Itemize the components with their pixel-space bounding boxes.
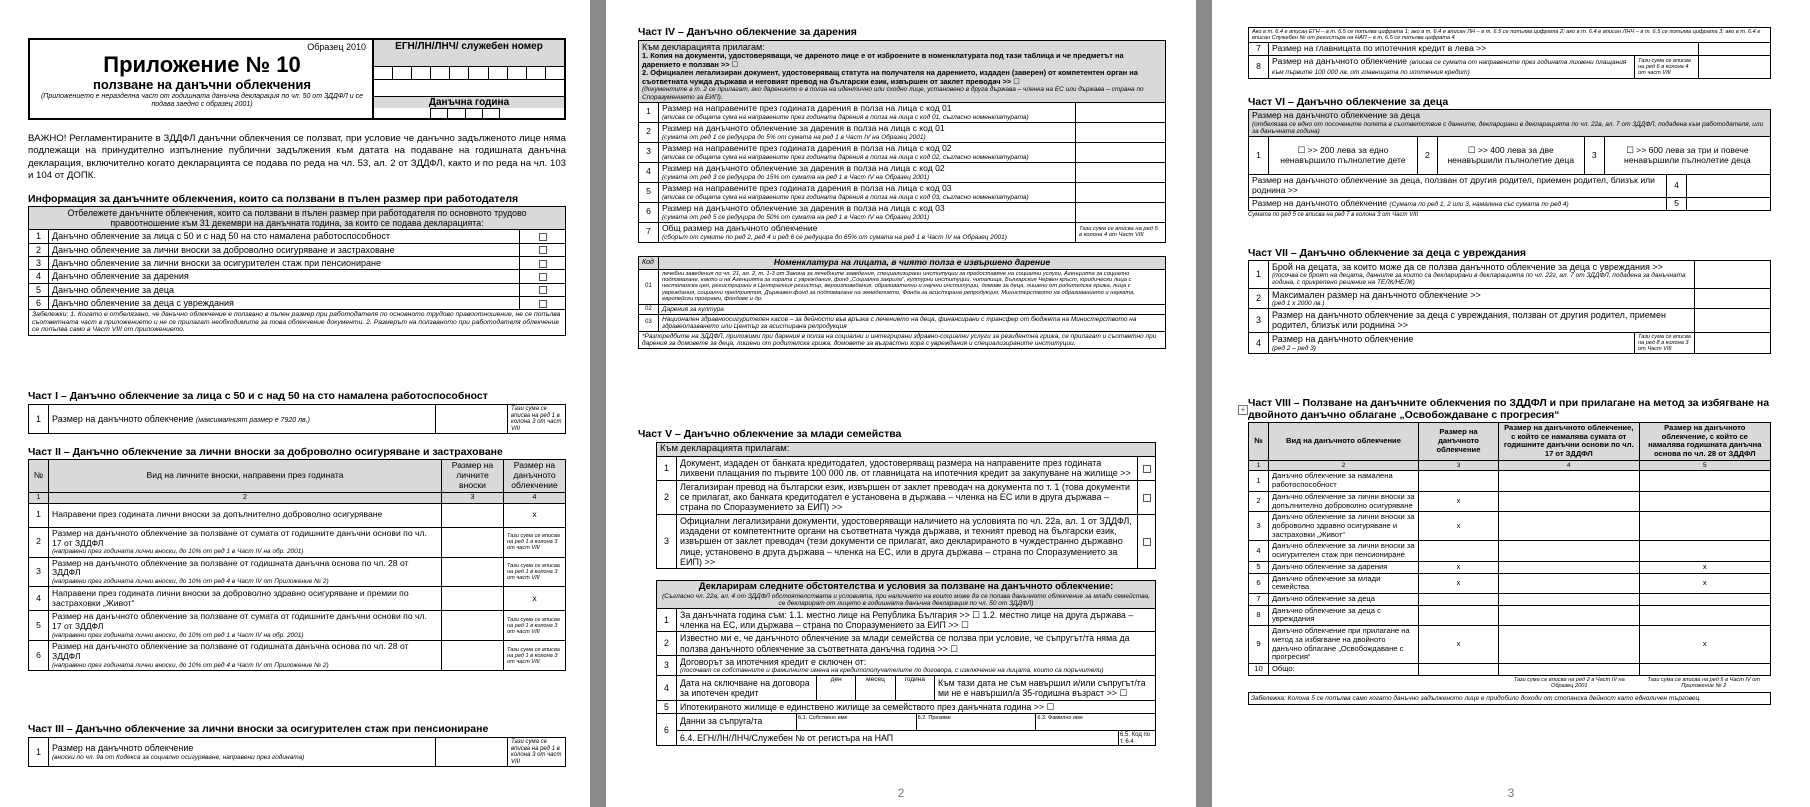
info-row: 2 Данъчно облекчение за лични вноски за доброволно осигуряване и застраховане [29, 243, 566, 256]
page-2 [606, 0, 1196, 807]
p8-note: Забележка: Колона 5 се попълва само когато данъчно задълженото лице е придобило доходи от стопанска дейност като едноличен търговец. [1248, 692, 1771, 705]
loan-row: 7 Размер на главницата по ипотечния кредит в лева >> [1249, 43, 1771, 56]
part1-value[interactable] [436, 405, 508, 434]
part2-table: № Вид на личните вноски, направени през годината Размер на личните вноски Размер на данъчното облекчение 1 2 3 4 1 Направени през годината лични вноски за допълнително доброволно осигуряване x 2 Размер на данъчното облекчение за ползване от сумата от годишните данъчни основи по чл. 17 от ЗДДФЛ (направени през годината лични вноски, до 10% от ред 1 в Част IV на обр. 2001) Тази сума се вписва на ред 1 в колона 3 от част VIII 3 Размер на данъчното облекчение за ползване от годишната данъчна основа по чл. 28 от ЗДДФЛ (направени през годината лични вноски, до 10% от ред 4 в Част IV от Приложение № 2) Тази сума се вписва на ред 1 в колона 3 от част VIII 4 Направени през годината лични вноски за доброволно здравно осигуряване и премии по застраховки „Живот“ x 5 Размер на данъчното облекчение за ползване от сумата от годишните данъчни основи по чл. 17 от ЗДДФЛ (направени през годината лични вноски, до 10% от ред 1 в Част IV на обр. 2001) Тази сума се вписва на ред 1 в колона 3 от част VIII 6 Размер на данъчното облекчение за ползване от годишната данъчна основа по чл. 28 от ЗДДФЛ (направени през годината лични вноски, до 10% от ред 4 в Част IV от Приложение № 2) Тази сума се вписва на ред 1 в колона 3 от част VIII [28, 459, 566, 671]
part2-cell[interactable] [442, 611, 504, 641]
summary-row: 10 Общо: [1249, 664, 1771, 676]
part1-table: 1 Размер на данъчното облекчение (максималният размер е 7920 лв.) Тази сума се вписва на ред 1 в колона 3 от част VIII [28, 404, 566, 434]
spouse-last-name[interactable]: 6.3. Фамилно име [1037, 715, 1083, 722]
disability-row: 4 Размер на данъчното облекчение (ред 2 – ред 3) Тази сума се вписва на ред 8 в колона 3 от Част VIII [1249, 332, 1771, 353]
disability-row: 3 Размер на данъчното облекчение за деца с увреждания, ползван от другия родител, приемен родител, близък или роднина >> [1249, 309, 1771, 333]
day-field[interactable]: ден [817, 676, 856, 700]
part2-cell[interactable] [442, 587, 504, 611]
page-3 [1212, 0, 1810, 807]
info-header: Отбележете данъчните облекчения, които са ползвани в пълен размер при работодателя по основното трудово правоотношение към 31 декември на данъчната година, за които се подава декларацията: [29, 207, 566, 230]
donation-row: 7 Общ размер на данъчното облекчение (сборът от сумите по ред 2, ред 4 и ред 6 се редуцира до 65% от сумата на ред 1 в Част IV на Образец 2001) Тази сума се вписва на ред 5 в колона 4 от Част VIII [639, 222, 1166, 242]
other-parent-value[interactable] [1687, 175, 1771, 198]
attach-row: 3 Официални легализирани документи, удостоверяващи наличието на условията по чл. 22а, ал. 1 от ЗДДФЛ, издадени от компетентните органи на съответната чужда държава, и техният превод на български език, извършен от заклет преводач (тези документи се прилагат, ако декларираното в чуждестранно държавно лице, установено в друга държава – членка на ЕС, или в друга държава – страна по Споразумението за ЕИП) >> [657, 514, 1156, 569]
info-row: 5 Данъчно облекчение за деца [29, 283, 566, 296]
donation-row: 1 Размер на направените през годината дарения в полза на лица с код 01 (вписва се общата сума на направените през годината дарения в полза на лица с код 01, съгласно номенклатурата) [639, 102, 1166, 122]
disability-cell[interactable] [1695, 309, 1771, 333]
row8-value[interactable] [1699, 56, 1771, 79]
part7-table [1248, 260, 1771, 354]
info-checkbox[interactable] [539, 246, 547, 254]
info-checkbox[interactable] [539, 300, 547, 308]
info-table [28, 206, 566, 336]
id-label: ЕГН/ЛН/ЛНЧ/ служебен номер [374, 40, 564, 66]
part3-table: 1 Размер на данъчното облекчение (вноски по чл. 9а от Кодекса за социално осигуряване, направени през годината) Тази сума се вписва на ред 1 в колона 3 от част VIII [28, 737, 566, 767]
part2-row: 4 Направени през годината лични вноски за доброволно здравно осигуряване и премии по застраховки „Живот“ x [29, 587, 566, 611]
part2-row: 6 Размер на данъчното облекчение за ползване от годишната данъчна основа по чл. 28 от ЗДДФЛ (направени през годината лични вноски, до 10% от ред 4 в Част IV от Приложение № 2) Тази сума се вписва на ред 1 в колона 3 от част VIII [29, 641, 566, 671]
summary-row: 8 Данъчно облекчение за деца с увреждания [1249, 605, 1771, 625]
page-1 [0, 0, 590, 807]
info-checkbox[interactable] [539, 233, 547, 241]
child-option-1[interactable]: ☐ >> 200 лева за едно ненавършило пълнолетие дете [1269, 137, 1418, 175]
p8-sum4-note: Тази сума се вписва на ред 2 в Част IV на Образец 2001 [1513, 676, 1625, 690]
loan-row: 8 Размер на данъчното облекчение (вписва се сумата от направените през годината лихвени плащания към първите 100 000 лв. от главницата по ипотечния кредит) Тази сума се вписва на ред 6 в колона 4 от част VIII [1249, 56, 1771, 79]
disability-row: 1 Брой на децата, за които може да се ползва данъчното облекчение за деца с увреждания >> (посочва се броят на децата, данните за които са декларирани в декларацията по чл. 22г, ал. 7 от ЗДДФЛ, подадена за данъчната година, с прикрепено решение на ТЕЛК/НЕЛК) [1249, 261, 1771, 289]
donation-row: 6 Размер на данъчното облекчение за дарения в полза на лица с код 03 (сумата от ред 5 се редуцира до 50% от сумата на ред 1 в Част IV на Образец 2001) [639, 202, 1166, 222]
child-option-3[interactable]: ☐ >> 600 лева за три и повече ненавършили пълнолетие деца [1604, 137, 1770, 175]
donation-row: 4 Размер на данъчното облекчение за дарения в полза на лица с код 02 (сумата от ред 3 се редуцира до 15% от сумата на ред 1 в Част IV на Образец 2001) [639, 162, 1166, 182]
declare-row: 4 Дата на сключване на договора за ипотечен кредит ден месец година Към тази дата не съм навършил и/или съпругът/та ми не е навършил/а 35-годишна възраст >> ☐ [657, 675, 1156, 700]
donation-cell[interactable] [1076, 202, 1166, 222]
donation-cell[interactable] [1076, 162, 1166, 182]
important-notice: ВАЖНО! Регламентираните в ЗДДФЛ данъчни облекчения се ползват, при условие че данъчно задълженото лице няма подлежащи на принудително изпълнение публични задължения към датата на подаване на годишната данъчна декларация, включително когато декларацията се подава по реда на чл. 53, ал. 2 от ЗДДФЛ, както и по реда на чл. 103 и 104 от ДОПК. [28, 133, 566, 182]
declare-row: 2 Известно ми е, че данъчното облекчение за млади семейства се ползва при условие, че съпругът/та няма да ползва данъчното облекчение за съответната данъчна година >> ☐ [657, 632, 1156, 655]
page-number: 2 [897, 786, 905, 801]
donation-row: 2 Размер на данъчното облекчение за дарения в полза на лица с код 01 (сумата от ред 1 се редуцира до 5% от сумата на ред 1 в Част IV на Образец 2001) [639, 122, 1166, 142]
sample-label: Образец 2010 [307, 42, 366, 52]
part3-title: Част III – Данъчно облекчение за лични вноски за осигурителен стаж при пенсиониране [28, 723, 489, 735]
child-relief-value[interactable] [1687, 197, 1771, 210]
form-header [28, 38, 566, 120]
declare-row: 5 Ипотекираното жилище е единствено жилище за семейството през данъчната година >> ☐ [657, 701, 1156, 714]
part2-row: 3 Размер на данъчното облекчение за ползване от годишната данъчна основа по чл. 28 от ЗДДФЛ (направени през годината лични вноски, до 10% от ред 4 в Част IV от Приложение № 2) Тази сума се вписва на ред 1 в колона 3 от част VIII [29, 557, 566, 587]
part6-title: Част VI – Данъчно облекчение за деца [1248, 96, 1449, 108]
year-label: Данъчна година [374, 96, 564, 108]
summary-row: 4 Данъчно облекчение за лични вноски за осигурителен стаж при пенсиониране [1249, 541, 1771, 561]
part1-label: Размер на данъчното облекчение [52, 413, 194, 424]
attach-checkbox[interactable] [1143, 538, 1151, 546]
part2-row: 2 Размер на данъчното облекчение за ползване от сумата от годишните данъчни основи по чл. 17 от ЗДДФЛ (направени през годината лични вноски, до 10% от ред 1 в Част IV на обр. 2001) Тази сума се вписва на ред 1 в колона 3 от част VIII [29, 527, 566, 557]
summary-row: 6 Данъчно облекчение за млади семейства x x [1249, 573, 1771, 593]
summary-row: 5 Данъчно облекчение за дарения x x [1249, 561, 1771, 573]
part5-title: Част V – Данъчно облекчение за млади семейства [638, 428, 902, 440]
part2-cell[interactable] [442, 527, 504, 557]
spouse-middle-name[interactable]: 6.2. Презиме [917, 714, 1037, 730]
part2-cell[interactable] [442, 641, 504, 671]
part2-row: 5 Размер на данъчното облекчение за ползване от сумата от годишните данъчни основи по чл. 17 от ЗДДФЛ (направени през годината лични вноски, до 10% от ред 1 в Част IV на обр. 2001) Тази сума се вписва на ред 1 в колона 3 от част VIII [29, 611, 566, 641]
info-notes: Забележки: 1. Когато е отбелязано, че данъчно облекчение е ползвано в пълен размер при работодателя по основното трудово правоотношение, не се попълва съответната част в приложението и не се прилагат необходимите за това облекчение документи. 2. Размерът на ползваното при работодателя облекчение се попълва само в Част VIII от приложението. [29, 310, 566, 335]
info-row: 1 Данъчно облекчение за лица с 50 и с над 50 на сто намалена работоспособност [29, 230, 566, 243]
part7-title: Част VII – Данъчно облекчение за деца с увреждания [1248, 247, 1527, 259]
summary-row: 3 Данъчно облекчение за лични вноски за доброволно здравно осигуряване и застраховки „Живот“ x [1249, 512, 1771, 541]
info-checkbox[interactable] [539, 273, 547, 281]
month-field[interactable]: месец [856, 676, 895, 700]
info-row: 6 Данъчно облекчение за деца с увреждания [29, 296, 566, 309]
id-input[interactable] [374, 66, 564, 80]
declare-row: 3 Договорът за ипотечния кредит е сключен от: (посочват се собствените и фамилните имена на кредитополучателите по договора, с изключение на лицата, които са поръчители) [657, 655, 1156, 675]
move-handle-icon[interactable]: + [1238, 405, 1248, 415]
info-row: 3 Данъчно облекчение за лични вноски за осигурителен стаж при пенсиониране [29, 256, 566, 269]
part4-title: Част IV – Данъчно облекчение за дарения [638, 26, 857, 38]
donation-row: 3 Размер на направените през годината дарения в полза на лица с код 02 (вписва се общата сума на направените през годината дарения в полза на лица с код 02, съгласно номенклатурата) [639, 142, 1166, 162]
info-checkbox[interactable] [539, 260, 547, 268]
donation-cell[interactable] [1076, 102, 1166, 122]
part6-table: Размер на данъчното облекчение за деца (отбелязва се едно от посочените полета в съответствие с данните, декларирани в декларацията по чл. 22в, ал. 7 от ЗДДФЛ, подадена към работодателя, или за данъчната година) 1 ☐ >> 200 лева за едно ненавършило пълнолетие дете 2 ☐ >> 400 лева за две ненавършили пълнолетие деца 3 ☐ >> 600 лева за три и повече ненавършили пълнолетие деца Размер на данъчното облекчение за деца, ползван от другия родител, приемен родител, близък или роднина >> 4 Размер на данъчното облекчение (Сумата по ред 1, 2 или 3, намалена със сумата по ред 4) 5 Сумата по ред 5 се вписва на ред 7 в колона 3 от Част VIII [1248, 109, 1771, 218]
p8-sum5-note: Тази сума се вписва на ред 5 в Част IV от Приложение № 2 [1647, 676, 1761, 690]
part1-title: Част I – Данъчно облекчение за лица с 50 и с над 50 на сто намалена работоспособност [28, 390, 488, 402]
part2-cell[interactable] [442, 557, 504, 587]
part4-table: Към декларацията прилагам: 1. Копия на документи, удостоверяващи, че дареното лице е от изброените в номенклатурата под тази таблица и че предметът на дарението е ползван >> ☐ 2. Официален легализиран документ, удостоверяващ статута на получателя на дарението, издаден (заверен) от компетентен орган на съответната чужда държава и неговият превод на български език, извършен от заклет преводач >> ☐ (документите в т. 2 се прилагат, ако дарението е в полза на идентично или сходно лице, установено в друга държава – членка на ЕС или държава – страна по Споразумението за ЕИП). 1 Размер на направените през годината дарения в полза на лица с код 01 (вписва се общата сума на направените през годината дарения в полза на лица с код 01, съгласно номенклатурата) 2 Размер на данъчното облекчение за дарения в полза на лица с код 01 (сумата от ред 1 се редуцира до 5% от сумата на ред 1 в Част IV на Образец 2001) 3 Размер на направените през годината дарения в полза на лица с код 02 (вписва се общата сума на направените през годината дарения в полза на лица с код 02, съгласно номенклатурата) 4 Размер на данъчното облекчение за дарения в полза на лица с код 02 (сумата от ред 3 се редуцира до 15% от сумата на ред 1 в Част IV на Образец 2001) 5 Размер на направените през годината дарения в полза на лица с код 03 (вписва се общата сума на направените през годината дарения в полза на лица с код 03, съгласно номенклатурата) 6 Размер на данъчното облекчение за дарения в полза на лица с код 03 (сумата от ред 5 се редуцира до 50% от сумата на ред 1 в Част IV на Образец 2001) 7 Общ размер на данъчното облекчение (сборът от сумите по ред 2, ред 4 и ред 6 се редуцира до 65% от сумата на ред 1 в Част IV на Образец 2001) Тази сума се вписва на ред 5 в колона 4 от Част VIII [638, 40, 1166, 243]
part2-title: Част II – Данъчно облекчение за лични вноски за доброволно осигуряване и застраховане [28, 446, 503, 458]
page-number: 3 [1507, 786, 1515, 801]
summary-row: 7 Данъчно облекчение за деца [1249, 593, 1771, 605]
form-title: Приложение № 10 [103, 52, 301, 77]
part5-declare-table: Декларирам следните обстоятелства и условия за ползване на данъчното облекчение: (Съгласно чл. 22а, ал. 4 от ЗДДФЛ обстоятелствата и условията, при наличието на които може да се ползва данъчното облекчение за млади семейства, се декларират от лицето в годишната данъчна декларация по чл. 50 от ЗДДФЛ) 1 За данъчната година съм: 1.1. местно лице на Република България >> ☐ 1.2. местно лице на друга държава – членка на ЕС, или държава – страна по Споразумението за ЕИП >> ☐ 2 Известно ми е, че данъчното облекчение за млади семейства се ползва при условие, че съпругът/та няма да ползва данъчното облекчение за съответната данъчна година >> ☐ 3 Договорът за ипотечния кредит е сключен от: (посочват се собствените и фамилните имена на кредитополучателите по договора, с изключение на лицата, които са поръчители) 4 Дата на сключване на договора за ипотечен кредит ден месец година Към тази дата не съм навършил и/или съпругът/та ми не е навършил/а 35-годишна възраст >> ☐ 5 Ипотекираното жилище е единствено жилище за семейството през данъчната година >> ☐ 6 Данни за съпруга/та 6.1. Собствено име 6.2. Презиме 6.3. Фамилно име 6.4. ЕГН/ЛН/ЛНЧ/Служебен № от регистъра на НАП 6.5. Код по т. 6.4 [656, 580, 1156, 746]
donation-cell[interactable] [1076, 142, 1166, 162]
info-section-title: Информация за данъчните облекчения, които са ползвани в пълен размер при работодателя [28, 193, 519, 205]
disability-cell[interactable] [1695, 288, 1771, 308]
summary-row: 1 Данъчно облекчение за намалена работоспособност [1249, 471, 1771, 491]
spouse-first-name[interactable]: 6.1. Собствено име [797, 714, 917, 730]
child-option-2[interactable]: ☐ >> 400 лева за две ненавършили пълнолетие деца [1437, 137, 1584, 175]
form-subtitle: ползване на данъчни облекчения [93, 77, 311, 92]
info-row: 4 Данъчно облекчение за дарения [29, 270, 566, 283]
year-field[interactable]: година [904, 675, 925, 683]
info-checkbox[interactable] [539, 286, 547, 294]
disability-row: 2 Максимален размер на данъчното облекчение >> (ред 1 x 2000 лв.) [1249, 288, 1771, 308]
declare-row: 6 Данни за съпруга/та 6.1. Собствено име 6.2. Презиме 6.3. Фамилно име 6.4. ЕГН/ЛН/ЛНЧ/Служебен № от регистъра на НАП 6.5. Код по т. 6.4 [657, 714, 1156, 746]
disability-cell[interactable] [1695, 261, 1771, 289]
part3-value[interactable] [436, 738, 508, 767]
part5-attach-table: Към декларацията прилагам: 1 Документ, издаден от банката кредитодател, удостоверяващ размера на направените през годината лихвени плащания по първите 100 000 лв. от главницата на ипотечния кредит за закупуване на жилище >> 2 Легализиран превод на български език, извършен от заклет преводач на документа по т. 1 (това документи се прилагат, ако банката кредитодател е установена в държава – членка на ЕС или в друга държава – страна по Споразумението за ЕИП) >> 3 Официални легализирани документи, удостоверяващи наличието на условията по чл. 22а, ал. 1 от ЗДДФЛ, издадени от компетентните органи на съответната чужда държава, и техният превод на български език, извършен от заклет преводач (тези документи се прилагат, ако декларираното в чуждестранно държавно лице, установено в друга държава – членка на ЕС, или в друга държава – страна по Споразумението за ЕИП) >> [656, 442, 1156, 569]
attach-row: 1 Документ, издаден от банката кредитодател, удостоверяващ размера на направените през годината лихвени плащания по първите 100 000 лв. от главницата на ипотечния кредит за закупуване на жилище >> [657, 456, 1156, 480]
disability-cell[interactable] [1695, 332, 1771, 353]
attach-checkbox[interactable] [1143, 494, 1151, 502]
summary-row: 2 Данъчно облекчение за лични вноски за допълнително доброволно осигуряване x [1249, 491, 1771, 511]
part8-table: № Вид на данъчното облекчение Размер на данъчното облекчение Размер на данъчното облекчение, с който се намалява сумата от годишните данъчни основи по чл. 17 от ЗДДФЛ Размер на данъчното облекчение, с който се намалява годишната данъчна основа по чл. 28 от ЗДДФЛ 1 2 3 4 5 1 Данъчно облекчение за намалена работоспособност 2 Данъчно облекчение за лични вноски за допълнително доброволно осигуряване x 3 Данъчно облекчение за лични вноски за доброволно здравно осигуряване и застраховки „Живот“ x 4 Данъчно облекчение за лични вноски за осигурителен стаж при пенсиониране 5 Данъчно облекчение за дарения x x 6 Данъчно облекчение за млади семейства x x 7 Данъчно облекчение за деца 8 Данъчно облекчение за деца с увреждания 9 Данъчно облекчение при прилагане на метод за избягване на двойното данъчно облагане „Освобождаване с прогресия“ x x 10 Общо: Тази сума се вписва на ред 2 в Част IV на Образец 2001 Тази сума се вписва на ред 5 в Част IV от Приложение № 2 Забележка: Колона 5 се попълва само когато данъчно задълженото лице е придобило доходи от стопанска дейност като едноличен търговец. [1248, 422, 1771, 705]
part8-title: Част VIII – Ползване на данъчните облекчения по ЗДДФЛ и при прилагане на метод за избягване на двойното данъчно облагане „Освобождаване с прогресия“ [1248, 397, 1770, 422]
nomenclature-table: Код Номенклатура на лицата, в чиято полза е извършено дарение 01 лечебни заведения по чл. 21, ал. 2, т. 1-3 от Закона за лечебните заведения, специализирани институции за предоставяне на социални услуги, Агенцията за социално подпомагане, както и на Агенцията за хората с увреждания, фонд „Социална закрила“, културни институции, читалища, Българския Червен кръст, юридически лица с нестопанска цел, регистрирани в Централния регистър, вероизповедания, образователни и научни институции, домове за деца, лишени от родителска грижа, лица с увреждания, социални предприятия, Държавен фонд за подпомагане на земеделието, Фонда за асистирана репродукция, Министерството на образованието и науката, европейски програми, фондове и др. 02 Дарения за култура 03 Национален здравноосигурителен касов – за дейности във връзка с лечението на деца, финансирани с трансфер от бюджета на Министерството на здравеопазването или Център за асистирана репродукция *Разпоредбите на ЗДДФЛ, приложими при дарения в полза на социални и интегрирани здравно-социални услуги за резидентна грижа, се прилагат и съответно при дарения за домовете за деца, лишени от родителска грижа, домовете за възрастни хора с увреждания и специализираните институции. [638, 256, 1166, 349]
part5-continued: Ако в т. 6.4 е вписан ЕГН – в т. 6.5 се попълва цифрата 1; ако в т. 6.4 е вписан ЛН – в т. 6.5 се попълва цифрата 2; ако в т. 6.4 е вписан ЛНЧ – в т. 6.5 се попълва цифрата 3; ако в т. 6.4 е вписан Служебен № от регистъра на НАП – в т. 6.5 се попълва цифрата 4 7 Размер на главницата по ипотечния кредит в лева >> 8 Размер на данъчното облекчение (вписва се сумата от направените през годината лихвени плащания към първите 100 000 лв. от главницата по ипотечния кредит) Тази сума се вписва на ред 6 в колона 4 от част VIII [1248, 27, 1771, 79]
attach-row: 2 Легализиран превод на български език, извършен от заклет преводач на документа по т. 1 (това документи се прилагат, ако банката кредитодател е установена в държава – членка на ЕС или в друга държава – страна по Споразумението за ЕИП) >> [657, 480, 1156, 514]
year-input[interactable] [430, 108, 500, 118]
donation-row: 5 Размер на направените през годината дарения в полза на лица с код 03 (вписва се общата сума на направените през годината дарения в полза на лица с код 03, съгласно номенклатурата) [639, 182, 1166, 202]
donation-cell[interactable] [1076, 182, 1166, 202]
principal-input[interactable] [1699, 43, 1771, 56]
declare-row: 1 За данъчната година съм: 1.1. местно лице на Република България >> ☐ 1.2. местно лице на друга държава – членка на ЕС, или държава – страна по Споразумението за ЕИП >> ☐ [657, 609, 1156, 632]
donation-cell[interactable] [1076, 122, 1166, 142]
attach-checkbox[interactable] [1143, 465, 1151, 473]
part2-cell[interactable] [442, 503, 504, 527]
form-subnote: (Приложението е неразделна част от годишната данъчна декларация по чл. 50 от ЗДДФЛ и се подава заедно с образец 2001) [40, 93, 364, 108]
part2-row: 1 Направени през годината лични вноски за допълнително доброволно осигуряване x [29, 503, 566, 527]
summary-row: 9 Данъчно облекчение при прилагане на метод за избягване на двойното данъчно облагане „Освобождаване с прогресия“ x x [1249, 626, 1771, 664]
